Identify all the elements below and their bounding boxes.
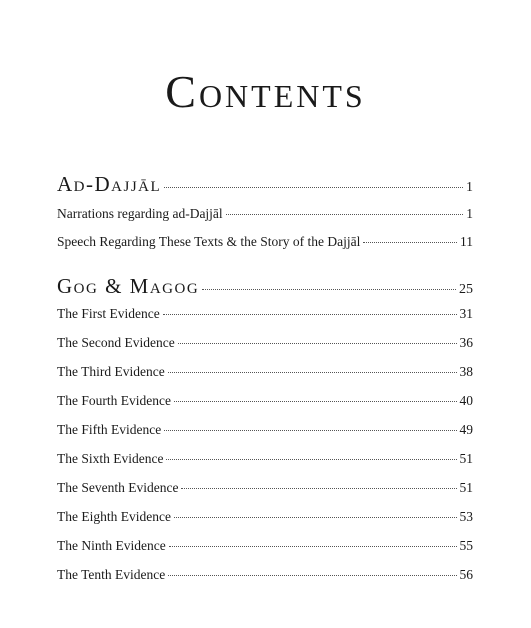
dot-leader	[363, 242, 457, 243]
page-title: Contents	[165, 66, 366, 117]
toc-entry[interactable]	[57, 234, 473, 250]
toc-entry-label: The Fourth Evidence	[57, 393, 171, 408]
toc-section-label: Gog & Magog	[57, 274, 200, 298]
toc-page-number: 49	[459, 422, 473, 437]
toc-entry[interactable]	[57, 306, 473, 322]
toc-page-number: 1	[466, 206, 473, 221]
toc-page-number: 56	[459, 567, 473, 582]
toc-entry-label: The Sixth Evidence	[57, 451, 164, 466]
dot-leader	[168, 575, 456, 576]
toc-page-number: 25	[459, 282, 473, 297]
toc-entry-label: The Fifth Evidence	[57, 422, 162, 437]
toc-entry[interactable]	[57, 422, 473, 438]
toc-entry-label: The Ninth Evidence	[57, 538, 166, 553]
toc-entry[interactable]	[57, 364, 473, 380]
toc-page-number: 38	[459, 364, 473, 379]
toc-page-number: 31	[459, 306, 473, 321]
dot-leader	[202, 289, 456, 290]
toc-entry-label: Narrations regarding ad-Dajjāl	[57, 206, 223, 221]
toc-page-number: 36	[459, 335, 473, 350]
toc-section-ad-dajjal[interactable]	[57, 172, 473, 197]
toc-entry[interactable]	[57, 335, 473, 351]
toc-entry[interactable]	[57, 206, 473, 222]
toc-page-number: 53	[459, 509, 473, 524]
toc-section-label: Ad-Dajjāl	[57, 172, 162, 196]
toc-entry[interactable]	[57, 451, 473, 467]
toc-entry[interactable]	[57, 393, 473, 409]
toc-entry-label: The Tenth Evidence	[57, 567, 166, 582]
toc-entry-label: The Eighth Evidence	[57, 509, 171, 524]
toc-entry-label: The Third Evidence	[57, 364, 165, 379]
dot-leader	[226, 214, 464, 215]
dot-leader	[169, 546, 457, 547]
dot-leader	[174, 401, 457, 402]
dot-leader	[181, 488, 456, 489]
dot-leader	[178, 343, 457, 344]
toc-page-number: 11	[460, 234, 473, 249]
toc-section-gog-magog[interactable]	[57, 274, 473, 299]
dot-leader	[164, 430, 456, 431]
toc-page-number: 1	[466, 180, 473, 195]
toc-entry-label: The Second Evidence	[57, 335, 175, 350]
toc-page-number: 40	[459, 393, 473, 408]
toc-page-number: 55	[459, 538, 473, 553]
toc-entry-label: Speech Regarding These Texts & the Story of the Dajjāl	[57, 234, 361, 249]
toc-entry-label: The First Evidence	[57, 306, 160, 321]
toc-page-number: 51	[459, 480, 473, 495]
toc-entry[interactable]	[57, 480, 473, 496]
toc-entry[interactable]	[57, 538, 473, 554]
dot-leader	[164, 187, 463, 188]
dot-leader	[163, 314, 457, 315]
toc-entry[interactable]	[57, 509, 473, 525]
dot-leader	[166, 459, 456, 460]
dot-leader	[168, 372, 457, 373]
toc-entry[interactable]	[57, 567, 473, 583]
toc-page-number: 51	[459, 451, 473, 466]
dot-leader	[174, 517, 457, 518]
toc-entry-label: The Seventh Evidence	[57, 480, 179, 495]
